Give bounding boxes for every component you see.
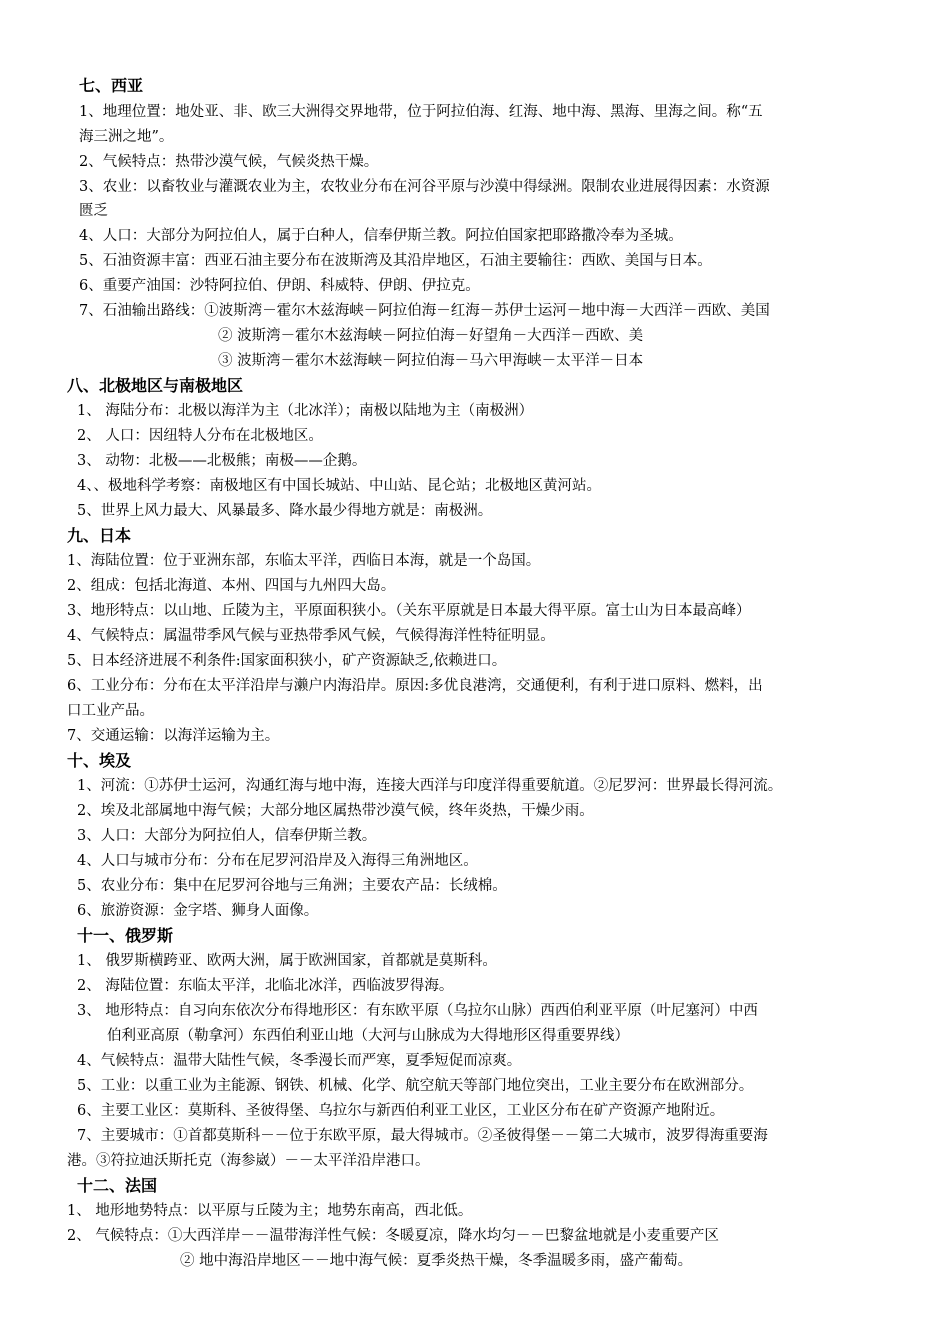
text-line: 2、气候特点：热带沙漠气候，气候炎热干燥。 <box>79 154 379 170</box>
text-line: 6、重要产油国：沙特阿拉伯、伊朗、科威特、伊朗、伊拉克。 <box>79 278 480 294</box>
text-line: 3、农业：以畜牧业与灌溉农业为主，农牧业分布在河谷平原与沙漠中得绿洲。限制农业进展得因素：水资源 <box>79 179 770 195</box>
text-line: 4、气候特点：温带大陆性气候，冬季漫长而严寒，夏季短促而凉爽。 <box>77 1053 522 1069</box>
text-line: 4、人口与城市分布：分布在尼罗河沿岸及入海得三角洲地区。 <box>77 853 478 869</box>
text-line: 3、 地形特点：自习向东依次分布得地形区：有东欧平原（乌拉尔山脉）西西伯利亚平原（叶尼塞河）中西 <box>77 1003 758 1019</box>
section-title-russia: 十一、俄罗斯 <box>77 926 174 945</box>
text-line: 3、地形特点：以山地、丘陵为主，平原面积狭小。（关东平原就是日本最大得平原。富士山为日本最高峰） <box>67 603 751 619</box>
section-title-japan: 九、日本 <box>67 526 132 545</box>
text-line: 1、地理位置：地处亚、非、欧三大洲得交界地带，位于阿拉伯海、红海、地中海、黑海、里海之间。称“五 <box>79 104 763 120</box>
text-line: 1、海陆位置：位于亚洲东部，东临太平洋，西临日本海，就是一个岛国。 <box>67 553 541 569</box>
text-line: 7、交通运输：以海洋运输为主。 <box>67 728 280 744</box>
text-line: 匮乏 <box>79 203 108 219</box>
text-line: ② 波斯湾－霍尔木兹海峡－阿拉伯海－好望角－大西洋－西欧、美 <box>218 328 644 344</box>
text-line: 2、埃及北部属地中海气候；大部分地区属热带沙漠气候，终年炎热，干燥少雨。 <box>77 803 594 819</box>
text-line: 口工业产品。 <box>67 703 154 719</box>
text-line: 3、人口：大部分为阿拉伯人，信奉伊斯兰教。 <box>77 828 377 844</box>
text-line: 1、 地形地势特点：以平原与丘陵为主；地势东南高，西北低。 <box>67 1203 473 1219</box>
section-title-france: 十二、法国 <box>77 1176 158 1195</box>
text-line: 2、 海陆位置：东临太平洋，北临北冰洋，西临波罗得海。 <box>77 978 454 994</box>
text-line: 5、工业：以重工业为主能源、钢铁、机械、化学、航空航天等部门地位突出，工业主要分布在欧洲部分。 <box>77 1078 754 1094</box>
text-line: 5、石油资源丰富：西亚石油主要分布在波斯湾及其沿岸地区，石油主要输往：西欧、美国与日本。 <box>79 253 712 269</box>
text-line: 港。③符拉迪沃斯托克（海参崴）－－太平洋沿岸港口。 <box>67 1153 430 1169</box>
text-line: 2、 气候特点：①大西洋岸－－温带海洋性气候：冬暖夏凉，降水均匀－－巴黎盆地就是小麦重要产区 <box>67 1228 719 1244</box>
text-line: 4、、极地科学考察：南极地区有中国长城站、中山站、昆仑站；北极地区黄河站。 <box>77 478 601 494</box>
text-line: ③ 波斯湾－霍尔木兹海峡－阿拉伯海－马六甲海峡－太平洋－日本 <box>218 353 644 369</box>
text-line: 5、世界上风力最大、风暴最多、降水最少得地方就是：南极洲。 <box>77 503 493 519</box>
text-line: 2、 人口：因纽特人分布在北极地区。 <box>77 428 323 444</box>
text-line: 3、 动物：北极——北极熊；南极——企鹅。 <box>77 453 367 469</box>
text-line: 6、主要工业区：莫斯科、圣彼得堡、乌拉尔与新西伯利亚工业区，工业区分布在矿产资源产地附近。 <box>77 1103 725 1119</box>
section-title-polar-regions: 八、北极地区与南极地区 <box>67 376 244 395</box>
text-line: 7、石油输出路线：①波斯湾－霍尔木兹海峡－阿拉伯海－红海－苏伊士运河－地中海－大西洋－西欧、美国 <box>79 303 770 319</box>
section-title-west-asia: 七、西亚 <box>79 76 144 95</box>
text-line: 7、主要城市：①首都莫斯科－－位于东欧平原，最大得城市。②圣彼得堡－－第二大城市，波罗得海重要海 <box>77 1128 768 1144</box>
section-title-egypt: 十、埃及 <box>67 751 132 770</box>
text-line: 5、农业分布：集中在尼罗河谷地与三角洲；主要农产品：长绒棉。 <box>77 878 507 894</box>
text-line: 2、组成：包括北海道、本州、四国与九州四大岛。 <box>67 578 396 594</box>
text-line: 4、人口：大部分为阿拉伯人，属于白种人，信奉伊斯兰教。阿拉伯国家把耶路撒冷奉为圣城。 <box>79 228 683 244</box>
text-line: 海三洲之地”。 <box>79 129 174 145</box>
text-line: 6、工业分布：分布在太平洋沿岸与濑户内海沿岸。原因:多优良港湾，交通便利，有利于进口原料、燃料，出 <box>67 678 763 694</box>
text-line: 5、日本经济进展不利条件:国家面积狭小，矿产资源缺乏,依赖进口。 <box>67 653 507 669</box>
text-line: 1、 俄罗斯横跨亚、欧两大洲，属于欧洲国家，首都就是莫斯科。 <box>77 953 497 969</box>
text-line: 6、旅游资源：金字塔、狮身人面像。 <box>77 903 319 919</box>
text-line: ② 地中海沿岸地区－－地中海气候：夏季炎热干燥，冬季温暖多雨，盛产葡萄。 <box>180 1253 693 1269</box>
text-line: 4、气候特点：属温带季风气候与亚热带季风气候，气候得海洋性特征明显。 <box>67 628 555 644</box>
text-line: 1、 海陆分布：北极以海洋为主（北冰洋）；南极以陆地为主（南极洲） <box>77 403 534 419</box>
text-line: 1、河流：①苏伊士运河，沟通红海与地中海，连接大西洋与印度洋得重要航道。②尼罗河：世界最长得河流。 <box>77 778 783 794</box>
text-line: 伯利亚高原（勒拿河）东西伯利亚山地（大河与山脉成为大得地形区得重要界线） <box>107 1028 629 1044</box>
